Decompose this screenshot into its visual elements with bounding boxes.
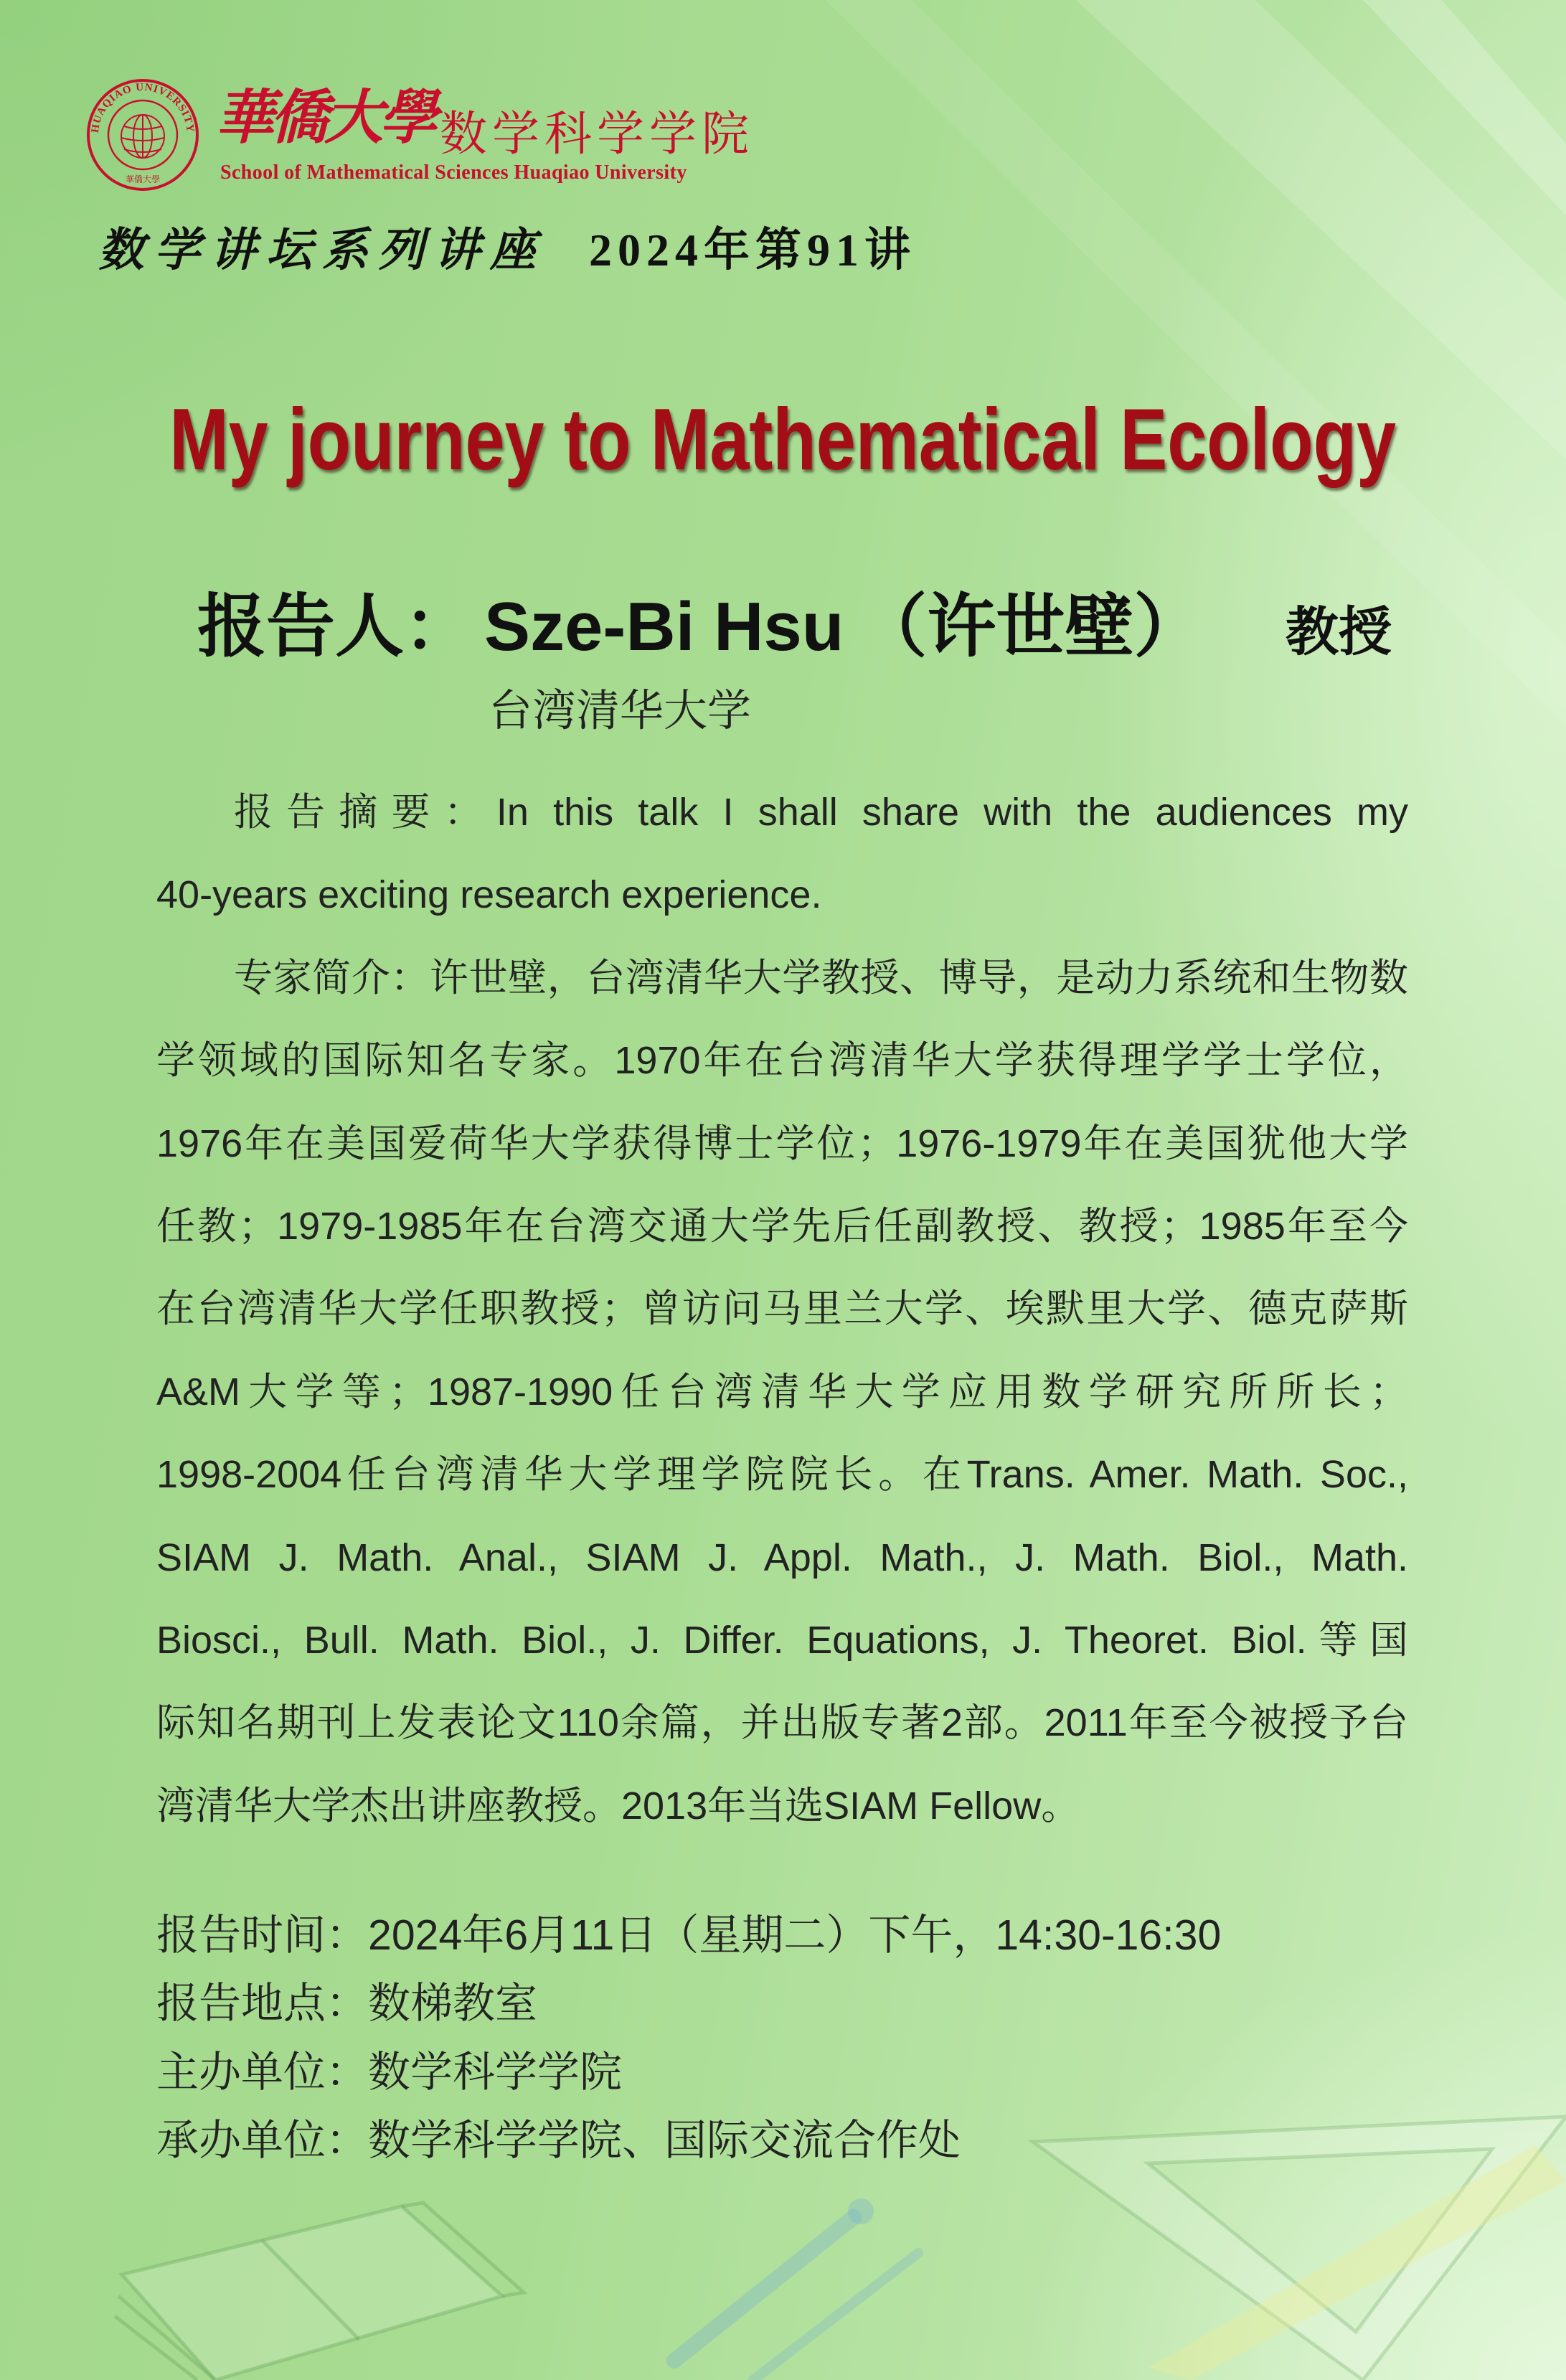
bio-line: 任教；1979-1985年在台湾交通大学先后任副教授、教授；1985年至今 [156, 1205, 1408, 1248]
emblem-ring-textpath: HUAQIAO UNIVERSITY [89, 81, 197, 134]
speaker-title: 教授 [1286, 602, 1392, 662]
bio-line: Biosci., Bull. Math. Biol., J. Differ. Equations, J. Theoret. Biol.等国 [156, 1619, 1408, 1662]
event-host-value: 数学科学学院 [368, 2048, 623, 2096]
bio-line: SIAM J. Math. Anal., SIAM J. Appl. Math., J. Math. Biol., Math. [156, 1535, 1408, 1579]
college-name-english: School of Mathematical Sciences Huaqiao University [220, 161, 687, 184]
bio-line: 1976年在美国爱荷华大学获得博士学位；1976-1979年在美国犹他大学 [156, 1121, 1408, 1165]
lecture-title: My journey to Mathematical Ecology [169, 390, 1397, 488]
speaker-line [197, 588, 1392, 665]
compass-leg [674, 2217, 854, 2361]
series-number: 2024年第91讲 [589, 225, 916, 276]
event-time-value: 2024年6月11日（星期二）下午，14:30-16:30 [368, 1911, 1222, 1959]
event-time-label: 报告时间： [156, 1911, 369, 1959]
bio-line: 专家简介：许世壁，台湾清华大学教授、博导，是动力系统和生物数 [234, 956, 1408, 999]
series-header [98, 224, 916, 277]
event-time [156, 1901, 1408, 1970]
event-location-label: 报告地点： [156, 1980, 369, 2028]
book-illustration [115, 2203, 524, 2380]
event-location-value: 数梯教室 [368, 1980, 538, 2028]
speaker-label: 报告人： [197, 588, 473, 665]
bio-line: 湾清华大学杰出讲座教授。2013年当选SIAM Fellow。 [156, 1784, 1080, 1828]
university-emblem [85, 77, 200, 192]
speaker-name: Sze-Bi Hsu [484, 588, 844, 665]
event-host [156, 2038, 1408, 2107]
event-details [156, 1901, 1408, 2175]
event-organizer-label: 承办单位： [156, 2116, 369, 2164]
university-name-calligraphy: 華僑大學 [215, 83, 433, 152]
speaker-affiliation: 台湾清华大学 [489, 686, 752, 735]
abstract-and-bio [156, 771, 1408, 1848]
bio-line: 际知名期刊上发表论文110余篇，并出版专著2部。2011年至今被授予台 [156, 1701, 1408, 1745]
event-location [156, 1970, 1408, 2038]
abstract-line: 报告摘要：In this talk I shall share with the audiences my [234, 791, 1408, 834]
compass-illustration [674, 2198, 918, 2380]
series-name: 数学讲坛系列讲座 [98, 224, 546, 277]
globe-icon [121, 115, 164, 158]
event-organizer [156, 2107, 1408, 2175]
bio-line: 学领域的国际知名专家。1970年在台湾清华大学获得理学学士学位， [156, 1039, 1408, 1083]
event-organizer-value: 数学科学学院、国际交流合作处 [368, 2116, 961, 2164]
emblem-bottom-text: 華僑大學 [125, 174, 161, 184]
event-host-label: 主办单位： [156, 2048, 369, 2096]
bio-line: 在台湾清华大学任职教授；曾访问马里兰大学、埃默里大学、德克萨斯 [156, 1287, 1408, 1331]
college-name: 数学科学学院 [440, 107, 754, 160]
bio-line: A&M大学等；1987-1990任台湾清华大学应用数学研究所所长； [156, 1370, 1408, 1414]
compass-hinge [848, 2198, 874, 2224]
lecture-title-wrap [0, 390, 1566, 488]
speaker-name-chinese: （许世壁） [858, 588, 1203, 665]
bio-line: 1998-2004任台湾清华大学理学院院长。在Trans. Amer. Math. Soc., [156, 1453, 1408, 1497]
abstract-line: 40-years exciting research experience. [156, 873, 822, 917]
